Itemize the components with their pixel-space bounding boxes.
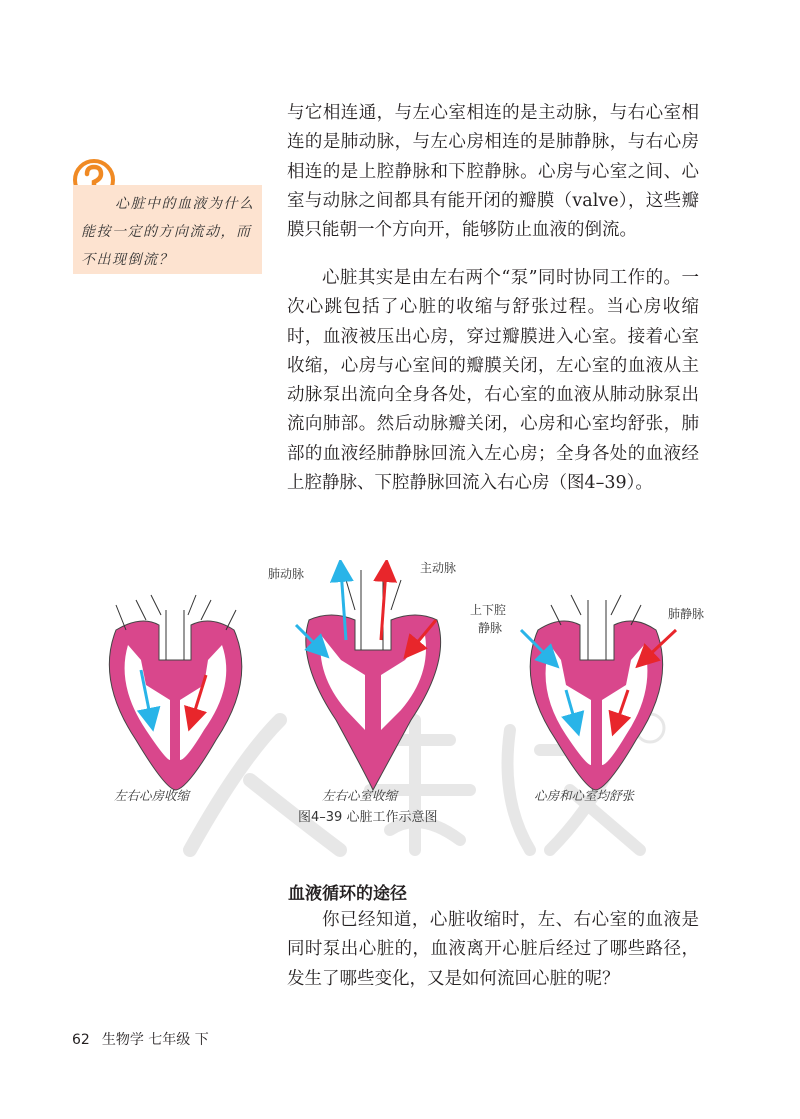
heart-label-3: 心房和心室均舒张 (534, 788, 635, 803)
heart-label-2: 左右心室收缩 (322, 788, 398, 803)
section-heading: 血液循环的途径 (288, 884, 407, 904)
body-paragraph-1: 与它相连通，与左心室相连的是主动脉，与右心室相连的是肺动脉，与左心房相连的是肺静脉，与右心房相连的是上腔静脉和下腔静脉。心房与心室之间、心室与动脉之间都具有能开闭的瓣膜（valve），这些瓣膜只能朝一个方向开，能够防止血液的倒流。 (287, 103, 699, 241)
page-footer (72, 1029, 209, 1049)
page-number: 62 (72, 1032, 90, 1048)
book-title: 生物学 七年级 下 (101, 1032, 209, 1048)
callout-venae-cavae-line1: 上下腔 (470, 603, 507, 617)
heart-diagram (86, 560, 726, 810)
body-paragraph-3: 你已经知道，心脏收缩时，左、右心室的血液是同时泵出心脏的，血液离开心脏后经过了哪些路径，发生了哪些变化，又是如何流回心脏的呢？ (287, 910, 699, 989)
callout-venae-cavae-line2: 静脉 (478, 621, 503, 635)
callout-pulmonary-vein: 肺静脉 (668, 607, 705, 621)
heart-label-1: 左右心房收缩 (114, 788, 190, 803)
heart-diastole (521, 595, 676, 790)
sidebar-question-line1: 心脏中的血液为什 (115, 196, 239, 212)
body-paragraph-2: 心脏其实是由左右两个“泵”同时协同工作的。一次心跳包括了心脏的收缩与舒张过程。当心房收缩时，血液被压出心房，穿过瓣膜进入心室。接着心室收缩，心房与心室间的瓣膜关闭，左心室的血液从主动脉泵出流向全身各处，右心室的血液从肺动脉泵出流向肺部。然后动脉瓣关闭，心房和心室均舒张，肺部的血液经肺静脉回流入左心房；全身各处的血液经上腔静脉、下腔静脉回流入右心房（图4–39）。 (287, 268, 699, 494)
heart-ventricles-contracting (296, 570, 441, 790)
figure-caption: 图4–39 心脏工作示意图 (298, 810, 438, 825)
sidebar-question-box (73, 185, 262, 274)
sidebar-question-rest: 么能按一定的方向流动，而不出现倒流？ (81, 196, 255, 268)
callout-pulmonary-artery: 肺动脉 (268, 567, 305, 581)
heart-diagram-figure (86, 560, 726, 825)
callout-aorta: 主动脉 (420, 561, 457, 575)
heart-atria-contracting (109, 595, 241, 790)
